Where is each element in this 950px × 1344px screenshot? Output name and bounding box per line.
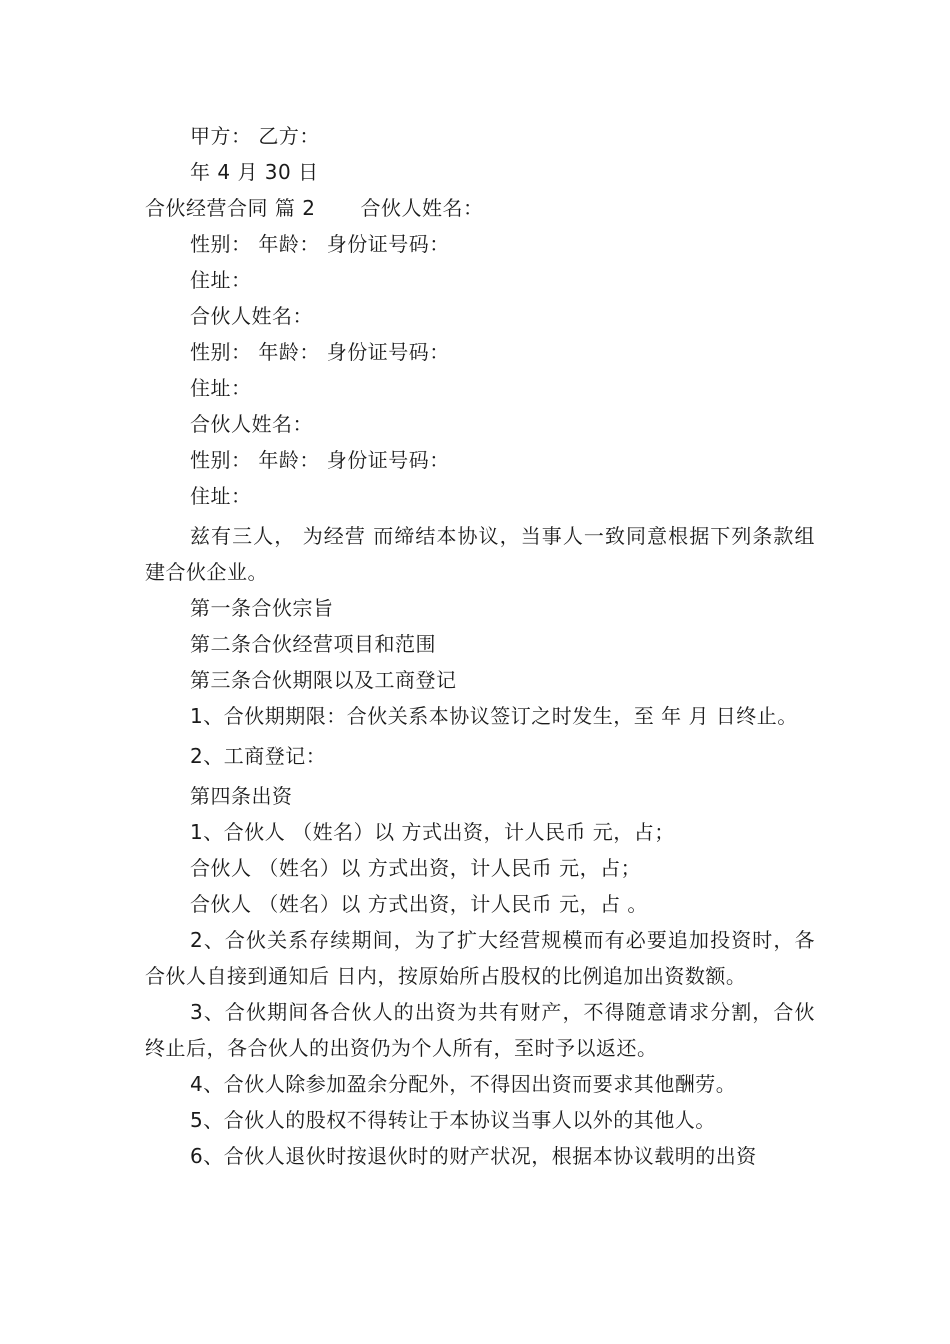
article-4-clause-2: 2、合伙关系存续期间，为了扩大经营规模而有必要追加投资时，各合伙人自接到通知后 日内，按原始所占股权的比例追加出资数额。 (145, 928, 815, 988)
article-3-clause-1: 1、合伙期期限：合伙关系本协议签订之时发生，至 年 月 日终止。 (190, 704, 798, 728)
article-4-clause-5: 5、合伙人的股权不得转让于本协议当事人以外的其他人。 (190, 1108, 716, 1132)
article-3-clause-2: 2、工商登记： (190, 744, 327, 768)
partner-name-label: 合伙人姓名： (360, 196, 484, 220)
article-2-heading: 第二条合伙经营项目和范围 (190, 632, 436, 656)
partner-2-name: 合伙人姓名： (190, 304, 313, 328)
article-4-clause-1a: 1、合伙人 （姓名）以 方式出资，计人民币 元，占； (190, 820, 675, 844)
intro-paragraph: 兹有三人， 为经营 而缔结本协议，当事人一致同意根据下列条款组建合伙企业。 (145, 524, 815, 584)
partner-2-info: 性别： 年龄： 身份证号码： (190, 340, 450, 364)
article-4-heading: 第四条出资 (190, 784, 293, 808)
partner-1-info: 性别： 年龄： 身份证号码： (190, 232, 450, 256)
article-4-clause-1b: 合伙人 （姓名）以 方式出资，计人民币 元，占； (190, 856, 642, 880)
partner-2-address: 住址： (190, 376, 252, 400)
article-4-clause-1c: 合伙人 （姓名）以 方式出资，计人民币 元，占 。 (190, 892, 648, 916)
article-3-heading: 第三条合伙期限以及工商登记 (190, 668, 457, 692)
partner-3-info: 性别： 年龄： 身份证号码： (190, 448, 450, 472)
article-4-clause-3: 3、合伙期间各合伙人的出资为共有财产，不得随意请求分割，合伙终止后，各合伙人的出资仍为个人所有，至时予以返还。 (145, 1000, 815, 1060)
contract-title-row (145, 190, 815, 226)
partner-3-address: 住址： (190, 484, 252, 508)
article-4-clause-4: 4、合伙人除参加盈余分配外，不得因出资而要求其他酬劳。 (190, 1072, 737, 1096)
partner-1-address: 住址： (190, 268, 252, 292)
partner-3-name: 合伙人姓名： (190, 412, 313, 436)
article-1-heading: 第一条合伙宗旨 (190, 596, 334, 620)
document-body (145, 118, 815, 1174)
date-line: 年 4 月 30 日 (190, 160, 319, 184)
signature-line: 甲方： 乙方： (190, 124, 320, 148)
contract-title: 合伙经营合同 篇 2 (145, 196, 316, 220)
article-4-clause-6: 6、合伙人退伙时按退伙时的财产状况，根据本协议载明的出资 (190, 1144, 757, 1168)
